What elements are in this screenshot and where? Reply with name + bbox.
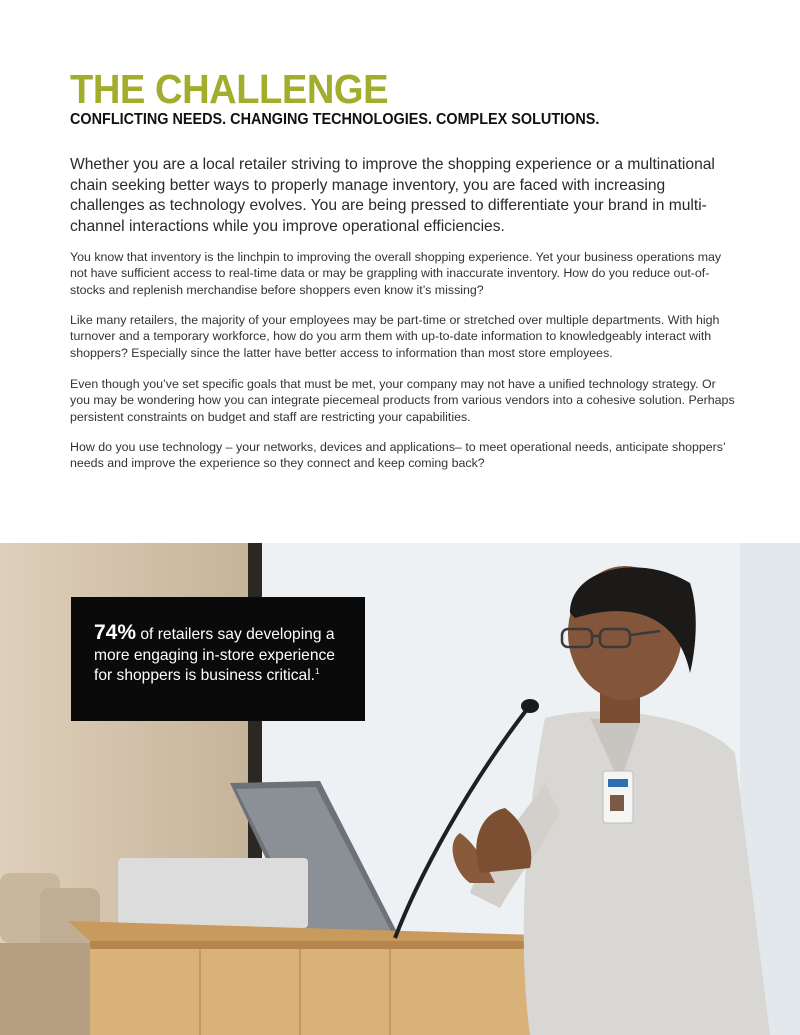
body-paragraph-workforce: Like many retailers, the majority of your employees may be part-time or stretched over multiple departments. With high turnover and a temporary workforce, how do you arm them with up-to-date information to knowledgeably interact with shoppers? Especially since the latter have better access to information than most store employees. [70, 313, 720, 360]
body-paragraph-technology: How do you use technology – your networks, devices and applications– to meet operational needs, anticipate shoppers’ needs and improve the experience so they connect and keep coming back? [70, 440, 726, 471]
body-paragraph-strategy: Even though you’ve set specific goals that must be met, your company may not have a unified technology strategy. Or you may be wondering how you can integrate piecemeal products from various vendors into a cohesive solution. Perhaps persistent constraints on budget and staff are restricting your capabilities. [70, 377, 735, 424]
stat-text: of retailers say developing a more engaging in-store experience for shoppers is business critical. [94, 626, 335, 684]
page-subtitle: CONFLICTING NEEDS. CHANGING TECHNOLOGIES. COMPLEX SOLUTIONS. [70, 111, 600, 128]
stat-percentage: 74% [94, 621, 137, 644]
body-paragraph-inventory: You know that inventory is the linchpin to improving the overall shopping experience. Yet your business operations may not have sufficient access to real-time data or may be grappling with inaccurate inventory. How do you reduce out-of-stocks and replenish merchandise before shoppers even know it’s missing? [70, 250, 722, 297]
stat-callout [71, 597, 365, 721]
intro-paragraph: Whether you are a local retailer striving to improve the shopping experience or a multinational chain seeking better ways to properly manage inventory, you are faced with increasing challenges as technology evolves. You are being pressed to differentiate your brand in multi-channel interactions while you improve operational efficiencies. [70, 156, 715, 235]
stat-footnote: 1 [315, 666, 320, 676]
page-title: THE CHALLENGE [70, 66, 389, 112]
